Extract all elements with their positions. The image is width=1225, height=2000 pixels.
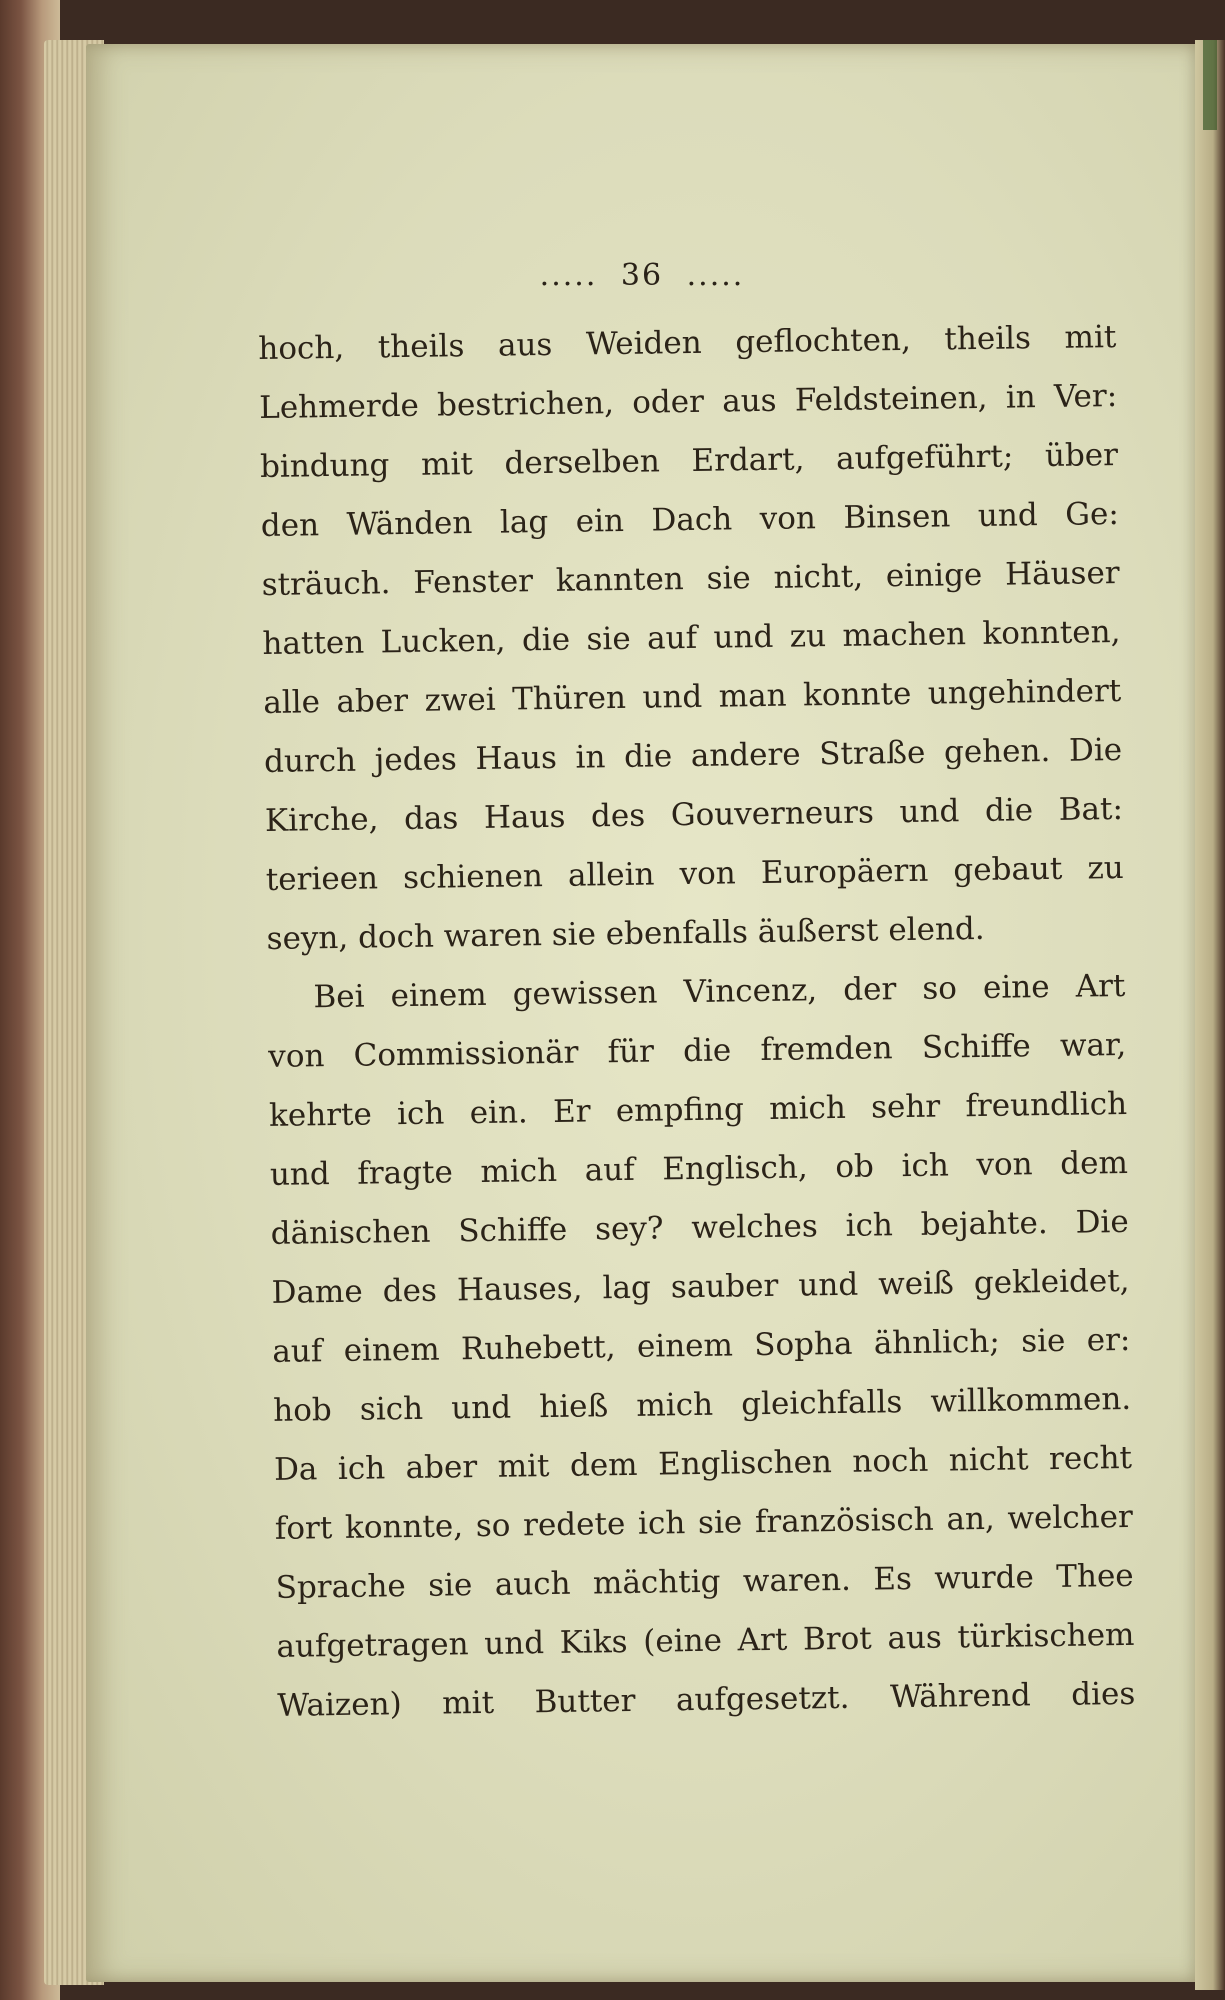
text-line: und fragte mich auf Englisch, ob ich von dem bbox=[269, 1144, 1129, 1193]
text-line: hatten Lucken, die sie auf und zu machen konnten, bbox=[262, 613, 1121, 662]
text-line: Bei einem gewissen Vincenz, der so eine Art bbox=[313, 967, 1126, 1016]
text-line: bindung mit derselben Erdart, aufgeführt; über bbox=[259, 437, 1119, 485]
text-line: dänischen Schiffe sey? welches ich bejahte. Die bbox=[270, 1203, 1129, 1252]
paragraph-2 bbox=[267, 957, 1136, 1736]
text-line: fort konnte, so redete ich sie französisch an, welcher bbox=[274, 1498, 1134, 1547]
text-line: hob sich und hieß mich gleichfalls willkommen. bbox=[272, 1380, 1132, 1429]
text-line: seyn, doch waren sie ebenfalls äußerst elend. bbox=[266, 910, 985, 957]
text-line: Da ich aber mit dem Englischen noch nicht recht bbox=[273, 1439, 1133, 1488]
page-header bbox=[86, 258, 1198, 293]
next-page-edge bbox=[1195, 40, 1225, 1990]
text-line: von Commissionär für die fremden Schiffe war, bbox=[268, 1026, 1127, 1075]
text-line: kehrte ich ein. Er empfing mich sehr freundlich bbox=[268, 1085, 1128, 1134]
text-line: durch jedes Haus in die andere Straße gehen. Die bbox=[263, 731, 1123, 780]
text-line: Lehmerde bestrichen, oder aus Feldsteinen, in Ver: bbox=[258, 378, 1118, 426]
text-line: Waizen) mit Butter aufgesetzt. Während dies bbox=[277, 1675, 1136, 1724]
text-line: den Wänden lag ein Dach von Binsen und Ge: bbox=[260, 496, 1120, 544]
page-tab-mark bbox=[1203, 40, 1217, 130]
text-line: terieen schienen allein von Europäern gebaut zu bbox=[265, 849, 1124, 898]
text-line: auf einem Ruhebett, einem Sopha ähnlich; sie er: bbox=[272, 1321, 1131, 1370]
page-body bbox=[258, 308, 1136, 1736]
text-line: Sprache sie auch mächtig waren. Es wurde Thee bbox=[275, 1557, 1134, 1606]
header-ornament-right: ..... bbox=[686, 258, 745, 293]
text-line: Kirche, das Haus des Gouverneurs und die Bat: bbox=[264, 790, 1124, 839]
page-number: 36 bbox=[620, 258, 664, 293]
text-line: aufgetragen und Kiks (eine Art Brot aus türkischem bbox=[276, 1616, 1135, 1665]
header-ornament-left: ..... bbox=[539, 258, 598, 293]
paragraph-1 bbox=[258, 308, 1125, 969]
text-line: alle aber zwei Thüren und man konnte ungehindert bbox=[263, 672, 1122, 721]
text-line: sträuch. Fenster kannten sie nicht, einige Häuser bbox=[261, 554, 1120, 603]
text-line: Dame des Hauses, lag sauber und weiß gekleidet, bbox=[271, 1262, 1130, 1311]
text-line: hoch, theils aus Weiden geflochten, theils mit bbox=[258, 319, 1117, 367]
